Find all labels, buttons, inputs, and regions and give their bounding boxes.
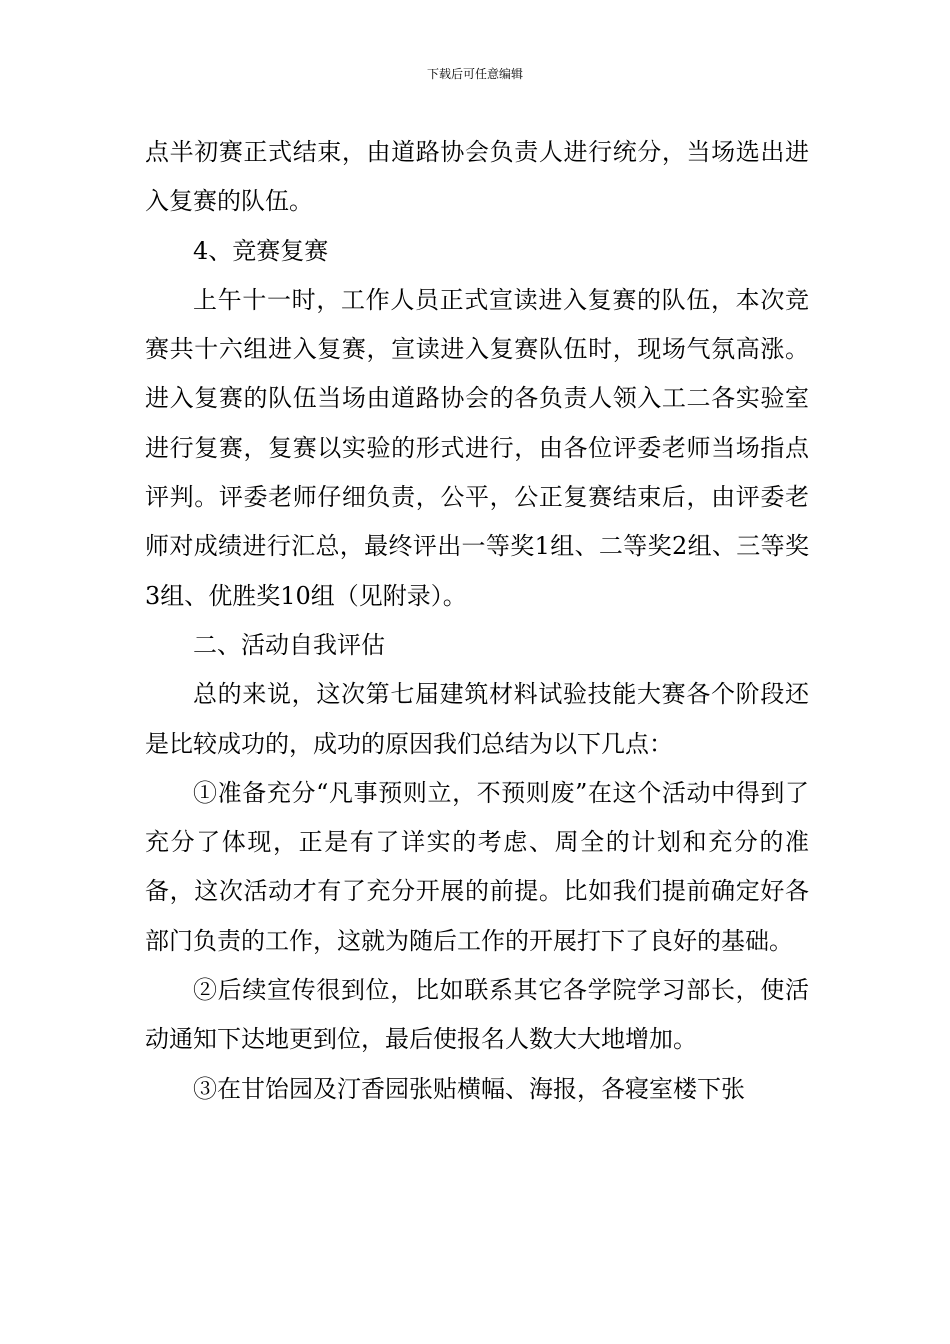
section-heading: 4、竞赛复赛 (193, 236, 329, 265)
paragraph: 点半初赛正式结束，由道路协会负责人进行统分，当场选出进入复赛的队伍。 (145, 138, 809, 216)
paragraph: 总的来说，这次第七届建筑材料试验技能大赛各个阶段还是比较成功的，成功的原因我们总结为以下几点： (145, 680, 809, 758)
document-body (145, 128, 809, 1114)
paragraph: ②后续宣传很到位，比如联系其它各学院学习部长，使活动通知下达地更到位，最后使报名人数大大地增加。 (145, 976, 809, 1054)
paragraph: ③在甘饴园及汀香园张贴横幅、海报，各寝室楼下张 (193, 1074, 745, 1103)
page-header: 下载后可任意编辑 (426, 67, 523, 81)
paragraph: 上午十一时，工作人员正式宣读进入复赛的队伍，本次竞赛共十六组进入复赛，宣读进入复赛队伍时，现场气氛高涨。进入复赛的队伍当场由道路协会的各负责人领入工二各实验室进行复赛，复赛以实验的形式进行，由各位评委老师当场指点评判。评委老师仔细负责，公平，公正复赛结束后，由评委老师对成绩进行汇总，最终评出一等奖1组、二等奖2组、三等奖3组、优胜奖10组（见附录）。 (145, 285, 809, 610)
paragraph: ①准备充分“凡事预则立，不预则废”在这个活动中得到了充分了体现，正是有了详实的考虑、周全的计划和充分的准备，这次活动才有了充分开展的前提。比如我们提前确定好各部门负责的工作，这就为随后工作的开展打下了良好的基础。 (145, 778, 809, 955)
section-heading: 二、活动自我评估 (193, 630, 385, 659)
